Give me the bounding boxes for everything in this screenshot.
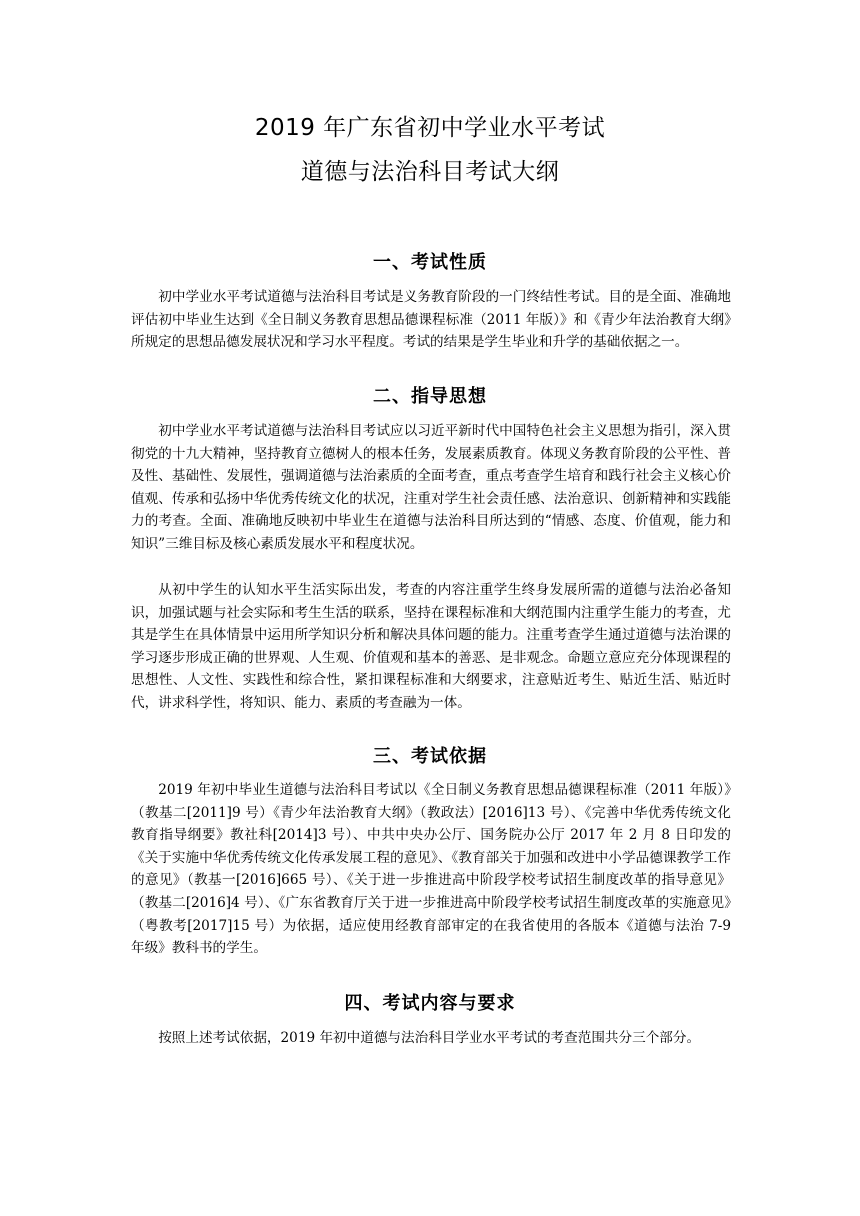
section-paragraph: 初中学业水平考试道德与法治科目考试应以习近平新时代中国特色社会主义思想为指引，深入贯彻党的十九大精神，坚持教育立德树人的根本任务，发展素质教育。体现义务教育阶段的公平性、普及性、基础性、发展性，强调道德与法治素质的全面考查，重点考查学生培育和践行社会主义核心价值观、传承和弘扬中华优秀传统文化的状况，注重对学生社会责任感、法治意识、创新精神和实践能力的考查。全面、准确地反映初中毕业生在道德与法治科目所达到的“情感、态度、价值观，能力和知识”三维目标及核心素质发展水平和程度状况。 [131, 423, 731, 552]
section-paragraph: 2019 年初中毕业生道德与法治科目考试以《全日制义务教育思想品德课程标准（2011 年版）》（教基二[2011]9 号）《青少年法治教育大纲》（教政法）[2016]13 号）、《完善中华优秀传统文化教育指导纲要》教社科[2014]3 号）、中共中央办公厅、国务院办公厅 2017 年 2 月 8 日印发的《关于实施中华优秀传统文化传承发展工程的意见》、《教育部关于加强和改进中小学品德课教学工作的意见》（教基一[2016]665 号）、《关于进一步推进高中阶段学校考试招生制度改革的指导意见》（教基二[2016]4 号）、《广东省教育厅关于进一步推进高中阶段学校考试招生制度改革的实施意见》（粤教考[2017]15 号）为依据，适应使用经教育部审定的在我省使用的各版本《道德与法治 7-9 年级》教科书的学生。 [131, 782, 731, 957]
section-paragraph: 初中学业水平考试道德与法治科目考试是义务教育阶段的一门终结性考试。目的是全面、准确地评估初中毕业生达到《全日制义务教育思想品德课程标准（2011 年版）》和《青少年法治教育大纲》所规定的思想品德发展状况和学习水平程度。考试的结果是学生毕业和升学的基础依据之一。 [131, 289, 731, 351]
section-paragraph: 从初中学生的认知水平生活实际出发，考查的内容注重学生终身发展所需的道德与法治必备知识，加强试题与社会实际和考生生活的联系，坚持在课程标准和大纲范围内注重学生能力的考查，尤其是学生在具体情景中运用所学知识分析和解决具体问题的能力。注重考查学生通过道德与法治课的学习逐步形成正确的世界观、人生观、价值观和基本的善恶、是非观念。命题立意应充分体现课程的思想性、人文性、实践性和综合性，紧扣课程标准和大纲要求，注意贴近考生、贴近生活、贴近时代，讲求科学性，将知识、能力、素质的考查融为一体。 [131, 582, 731, 711]
section-heading-guiding-ideology: 二、指导思想 [373, 386, 487, 407]
section-paragraph: 按照上述考试依据，2019 年初中道德与法治科目学业水平考试的考查范围共分三个部分。 [158, 1030, 701, 1046]
section-heading-exam-content: 四、考试内容与要求 [344, 993, 516, 1014]
section-heading-exam-basis: 三、考试依据 [373, 746, 487, 767]
section-heading-exam-nature: 一、考试性质 [373, 252, 487, 273]
document-title-line-1: 2019 年广东省初中学业水平考试 [254, 115, 606, 141]
document-title-line-2: 道德与法治科目考试大纲 [300, 159, 560, 185]
